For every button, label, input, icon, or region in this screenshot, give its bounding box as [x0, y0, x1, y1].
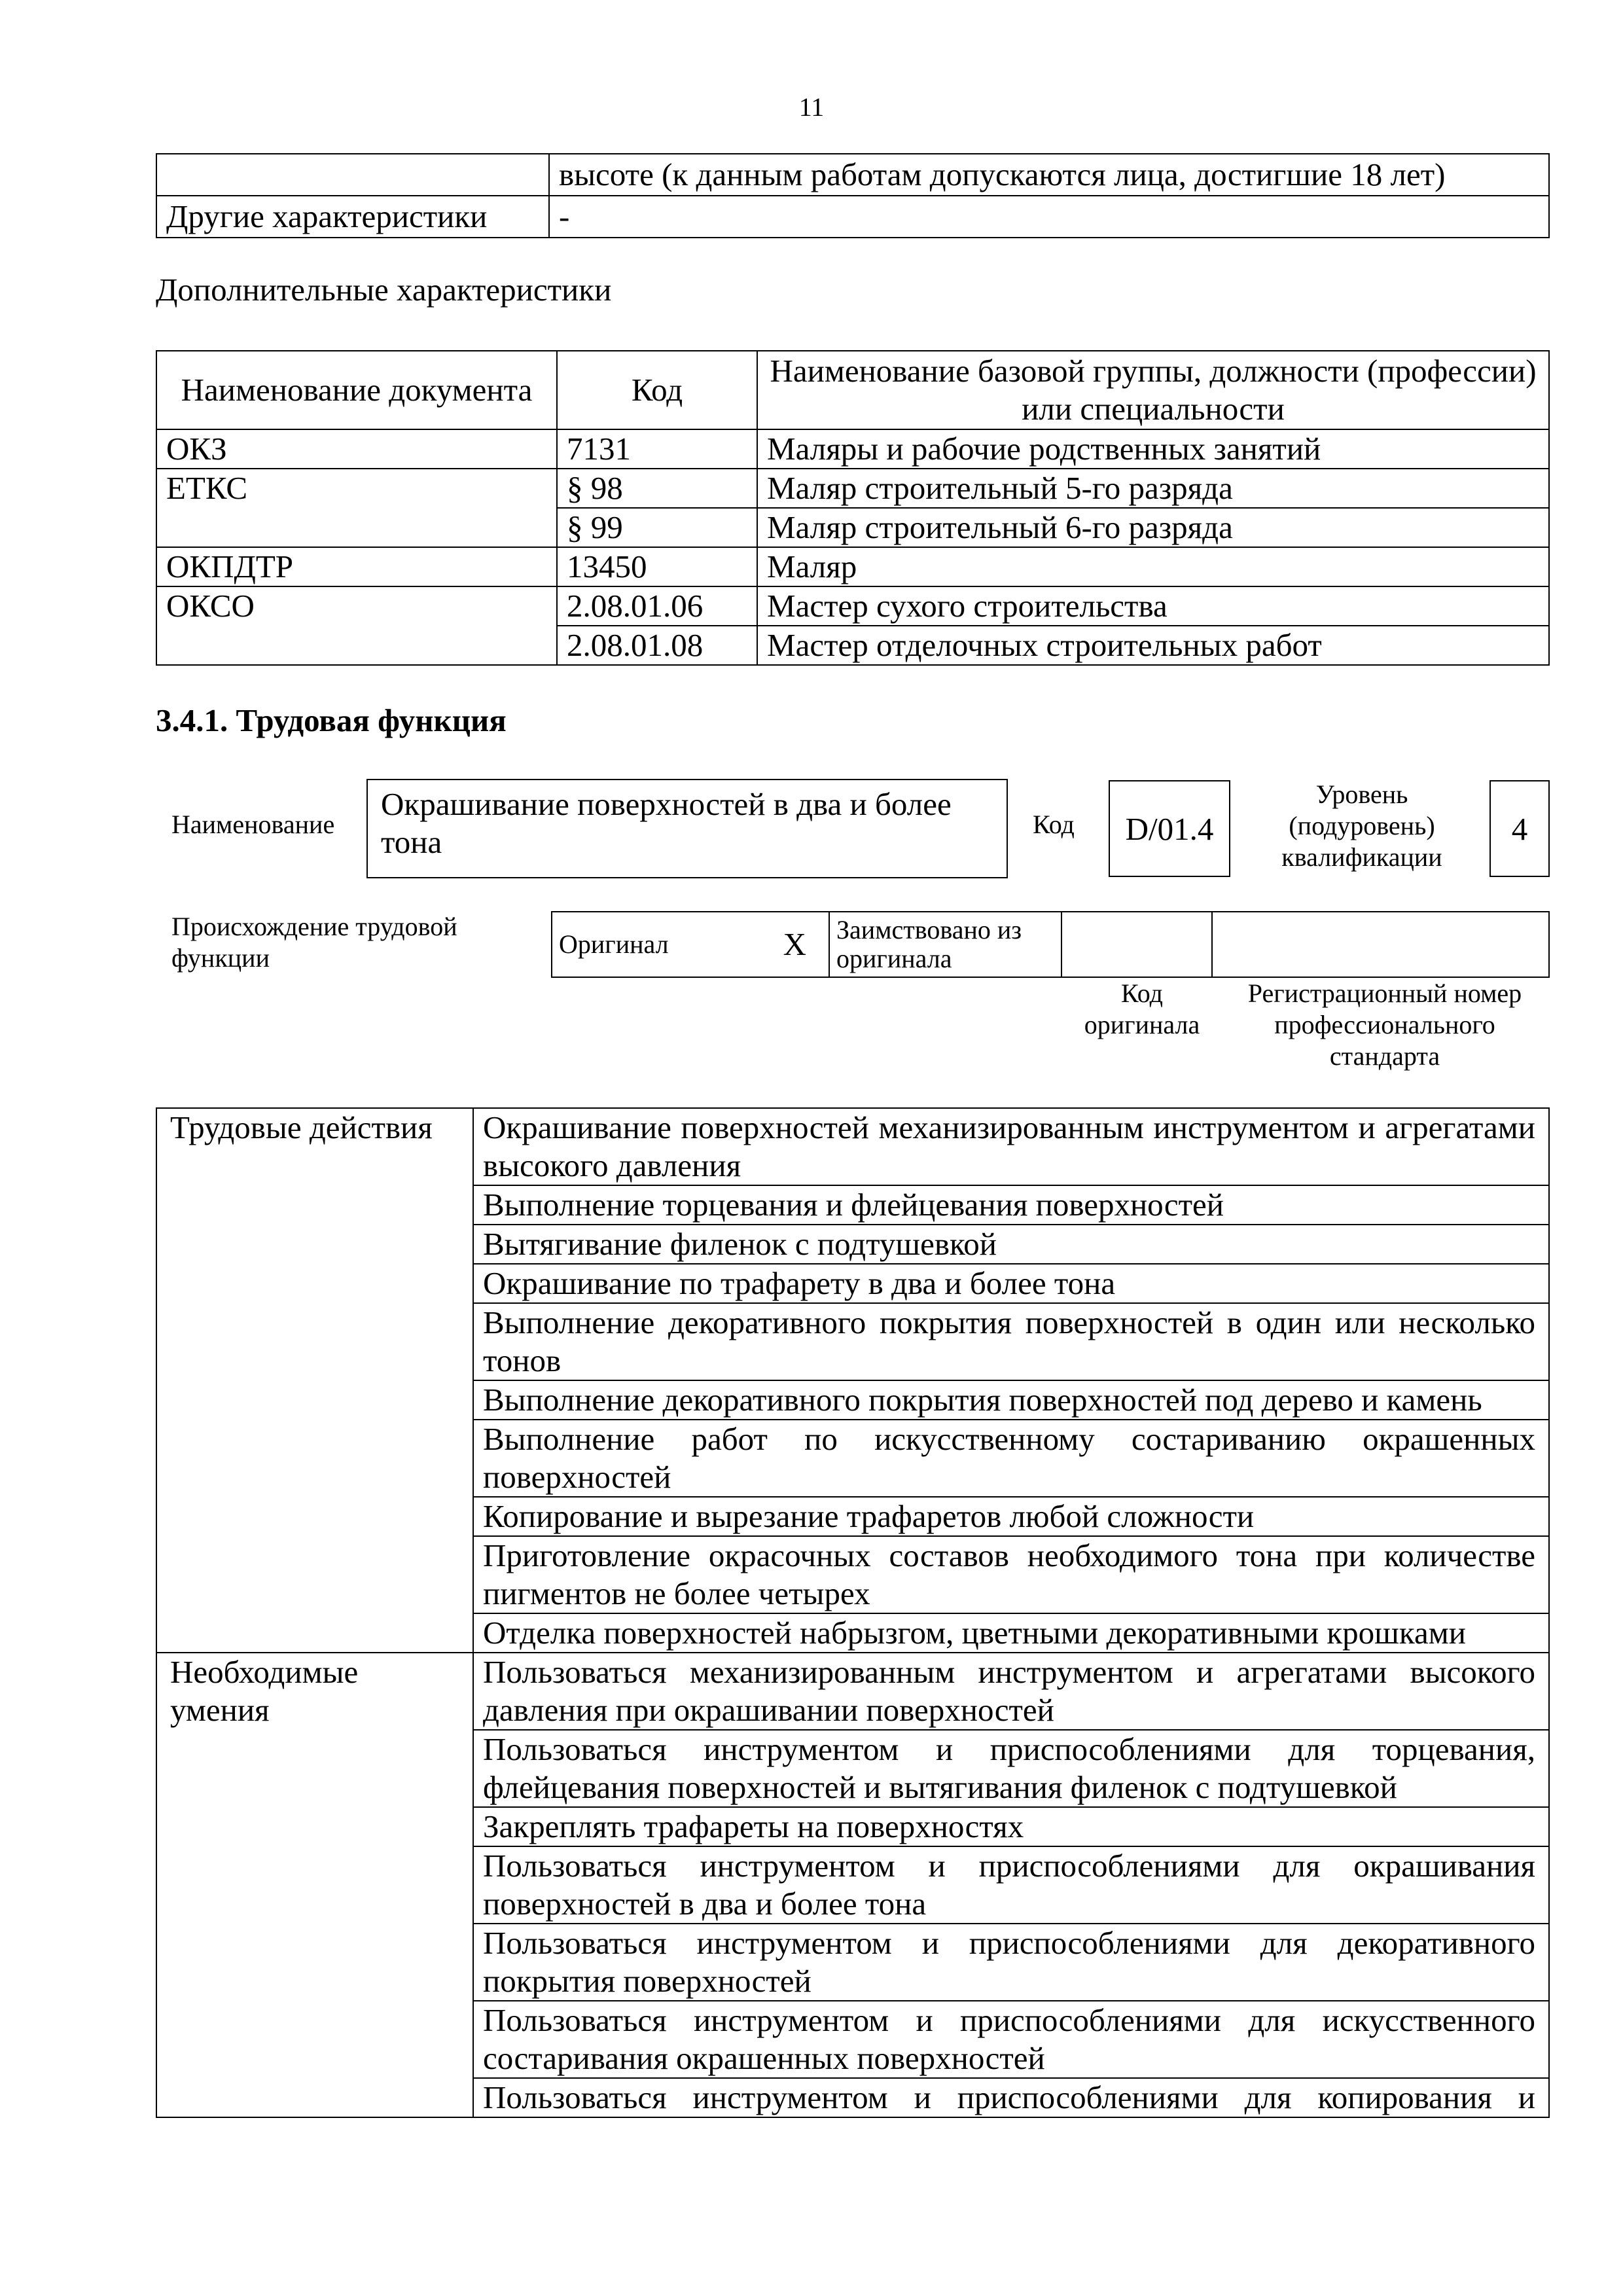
table-row [156, 154, 1549, 196]
table-header-row [156, 351, 1549, 429]
qualification-level-value: 4 [1511, 810, 1528, 847]
origin-original-mark: X [783, 926, 806, 962]
function-code-value: D/01.4 [1125, 810, 1214, 847]
code-cell: § 98 [557, 469, 757, 508]
labor-action-item: Окрашивание по трафарету в два и более тона [473, 1264, 1549, 1303]
column-header: Код [557, 351, 757, 429]
labor-action-item: Окрашивание поверхностей механизированным инструментом и агрегатами высокого давления [473, 1108, 1549, 1185]
additional-characteristics-table [156, 350, 1550, 666]
function-name-label: Наименование [171, 810, 335, 839]
origin-reg-cell [1212, 912, 1549, 977]
column-header: Наименование базовой группы, должности (профессии) или специальности [757, 351, 1549, 429]
labor-action-item: Выполнение декоративного покрытия поверхностей под дерево и камень [473, 1380, 1549, 1420]
origin-code-caption: Код оригинала [1084, 978, 1200, 1039]
table-row [156, 508, 1549, 547]
labor-action-item: Выполнение декоративного покрытия поверхностей в один или несколько тонов [473, 1303, 1549, 1380]
table-row [156, 626, 1549, 665]
code-cell: § 99 [557, 508, 757, 547]
code-cell: 2.08.01.06 [557, 586, 757, 626]
skill-item: Пользоваться инструментом и приспособлениями для окрашивания поверхностей в два и более тона [473, 1846, 1549, 1924]
continuation-table [156, 153, 1550, 238]
skills-label [156, 1653, 473, 2117]
doc-cell: ОКСО [156, 586, 557, 626]
name-cell: Мастер отделочных строительных работ [757, 626, 1549, 665]
labor-action-item: Копирование и вырезание трафаретов любой сложности [473, 1497, 1549, 1536]
skill-item: Пользоваться инструментом и приспособлениями для искусственного состаривания окрашенных поверхностей [473, 2001, 1549, 2078]
table-cell: - [549, 196, 1549, 238]
table-row [552, 912, 1549, 977]
origin-original-label: Оригинал [559, 929, 669, 959]
code-cell: 13450 [557, 547, 757, 586]
additional-characteristics-title: Дополнительные характеристики [156, 272, 612, 308]
table-row [156, 547, 1549, 586]
table-cell: Другие характеристики [156, 196, 549, 238]
labor-action-item: Выполнение торцевания и флейцевания поверхностей [473, 1185, 1549, 1225]
labor-action-item: Отделка поверхностей набрызгом, цветными декоративными крошками [473, 1613, 1549, 1653]
column-header: Наименование документа [156, 351, 557, 429]
skill-item: Пользоваться инструментом и приспособлениями для торцевания, флейцевания поверхностей и вытягивания филенок с подтушевкой [473, 1730, 1549, 1807]
origin-label: Происхождение трудовой функции [171, 912, 457, 973]
name-cell: Маляр строительный 6-го разряда [757, 508, 1549, 547]
skills-label-text: Необходимые умения [170, 1654, 359, 1728]
qualification-level-box [1489, 780, 1550, 877]
doc-cell: ЕТКС [156, 469, 557, 508]
code-cell: 7131 [557, 429, 757, 469]
function-name-box: Окрашивание поверхностей в два и более тона [366, 779, 1008, 878]
function-heading: 3.4.1. Трудовая функция [156, 702, 507, 738]
function-code-box [1109, 780, 1230, 877]
table-cell: высоте (к данным работам допускаются лица, достигшие 18 лет) [549, 154, 1549, 196]
table-row [156, 586, 1549, 626]
skill-item: Пользоваться инструментом и приспособлениями для декоративного покрытия поверхностей [473, 1924, 1549, 2001]
labor-action-item: Приготовление окрасочных составов необходимого тона при количестве пигментов не более четырех [473, 1536, 1549, 1613]
doc-cell: ОКЗ [156, 429, 557, 469]
name-cell: Маляр [757, 547, 1549, 586]
table-row [156, 469, 1549, 508]
origin-original-cell [552, 912, 829, 977]
labor-function-table [156, 1107, 1550, 2118]
table-row [156, 1108, 1549, 1185]
labor-actions-label: Трудовые действия [156, 1108, 473, 1653]
name-cell: Мастер сухого строительства [757, 586, 1549, 626]
skill-item: Закреплять трафареты на поверхностях [473, 1807, 1549, 1846]
table-row [156, 429, 1549, 469]
name-cell: Маляр строительный 5-го разряда [757, 469, 1549, 508]
skill-item: Пользоваться механизированным инструментом и агрегатами высокого давления при окрашивании поверхностей [473, 1653, 1549, 1730]
table-row [156, 196, 1549, 238]
origin-borrowed-label: Заимствовано из оригинала [829, 912, 1061, 977]
page-number: 11 [798, 92, 825, 122]
code-cell: 2.08.01.08 [557, 626, 757, 665]
doc-cell [156, 626, 557, 665]
table-row [156, 1653, 1549, 1730]
origin-code-cell [1061, 912, 1212, 977]
labor-action-item: Вытягивание филенок с подтушевкой [473, 1225, 1549, 1264]
skill-item: Пользоваться инструментом и приспособлениями для копирования и [473, 2078, 1549, 2117]
name-cell: Маляры и рабочие родственных занятий [757, 429, 1549, 469]
labor-action-item: Выполнение работ по искусственному состариванию окрашенных поверхностей [473, 1420, 1549, 1497]
function-code-label: Код [1033, 810, 1075, 839]
origin-table [551, 911, 1550, 978]
qualification-level-label: Уровень (подуровень) квалификации [1281, 780, 1442, 872]
table-cell [156, 154, 549, 196]
doc-cell: ОКПДТР [156, 547, 557, 586]
doc-cell [156, 508, 557, 547]
origin-reg-caption: Регистрационный номер профессионального стандарта [1247, 978, 1522, 1071]
